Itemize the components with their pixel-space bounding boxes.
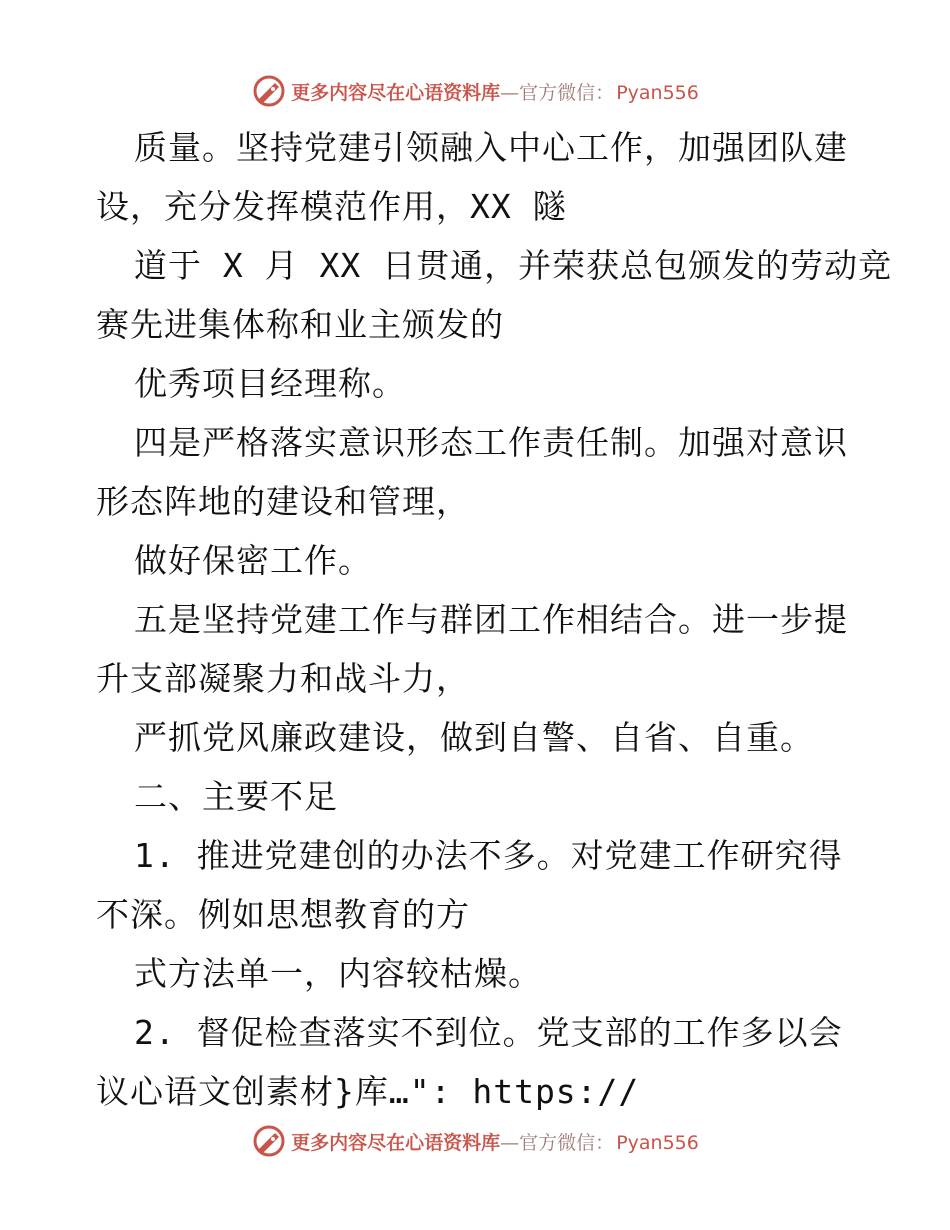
text-line: 形态阵地的建设和管理，: [96, 482, 470, 521]
text-line: 道于 X 月 XX 日贯通，并荣获总包颁发的劳动竞: [134, 246, 893, 285]
watermark-suffix: 官方微信：: [519, 81, 615, 104]
watermark-text: [291, 1128, 699, 1155]
document-body: [96, 118, 896, 1121]
text-line: 2. 督促检查落实不到位。党支部的工作多以会: [134, 1013, 843, 1052]
watermark-suffix: 官方微信：: [519, 1131, 615, 1154]
watermark-dash: —: [500, 1131, 520, 1154]
watermark-main: 更多内容尽在心语资料库: [291, 81, 501, 104]
text-line: 1. 推进党建创的办法不多。对党建工作研究得: [134, 836, 843, 875]
text-line: 赛先进集体称和业主颁发的: [96, 305, 504, 344]
text-line: 五是坚持党建工作与群团工作相结合。进一步提: [134, 600, 848, 639]
watermark-banner-bottom: [0, 1121, 950, 1161]
text-line: 优秀项目经理称。: [134, 364, 406, 403]
pen-nib-logo-icon: [251, 1123, 287, 1159]
text-line: 升支部凝聚力和战斗力，: [96, 659, 470, 698]
watermark-main: 更多内容尽在心语资料库: [291, 1131, 501, 1154]
text-line: 做好保密工作。: [134, 541, 372, 580]
text-line: 式方法单一，内容较枯燥。: [134, 954, 542, 993]
text-line: 四是严格落实意识形态工作责任制。加强对意识: [134, 423, 848, 462]
pen-nib-logo-icon: [251, 73, 287, 109]
watermark-banner-top: [0, 71, 950, 111]
text-line: 设，充分发挥模范作用，XX 隧: [96, 187, 567, 226]
watermark-id: Pyan556: [616, 1131, 699, 1154]
text-line: 二、主要不足: [134, 777, 338, 816]
text-line: 不深。例如思想教育的方: [96, 895, 470, 934]
watermark-dash: —: [500, 81, 520, 104]
watermark-id: Pyan556: [616, 81, 699, 104]
text-line: 严抓党风廉政建设，做到自警、自省、自重。: [134, 718, 814, 757]
watermark-text: [291, 78, 699, 105]
text-line: 议心语文创素材}库…": https://: [96, 1072, 640, 1111]
text-line: 质量。坚持党建引领融入中心工作，加强团队建: [134, 128, 848, 167]
